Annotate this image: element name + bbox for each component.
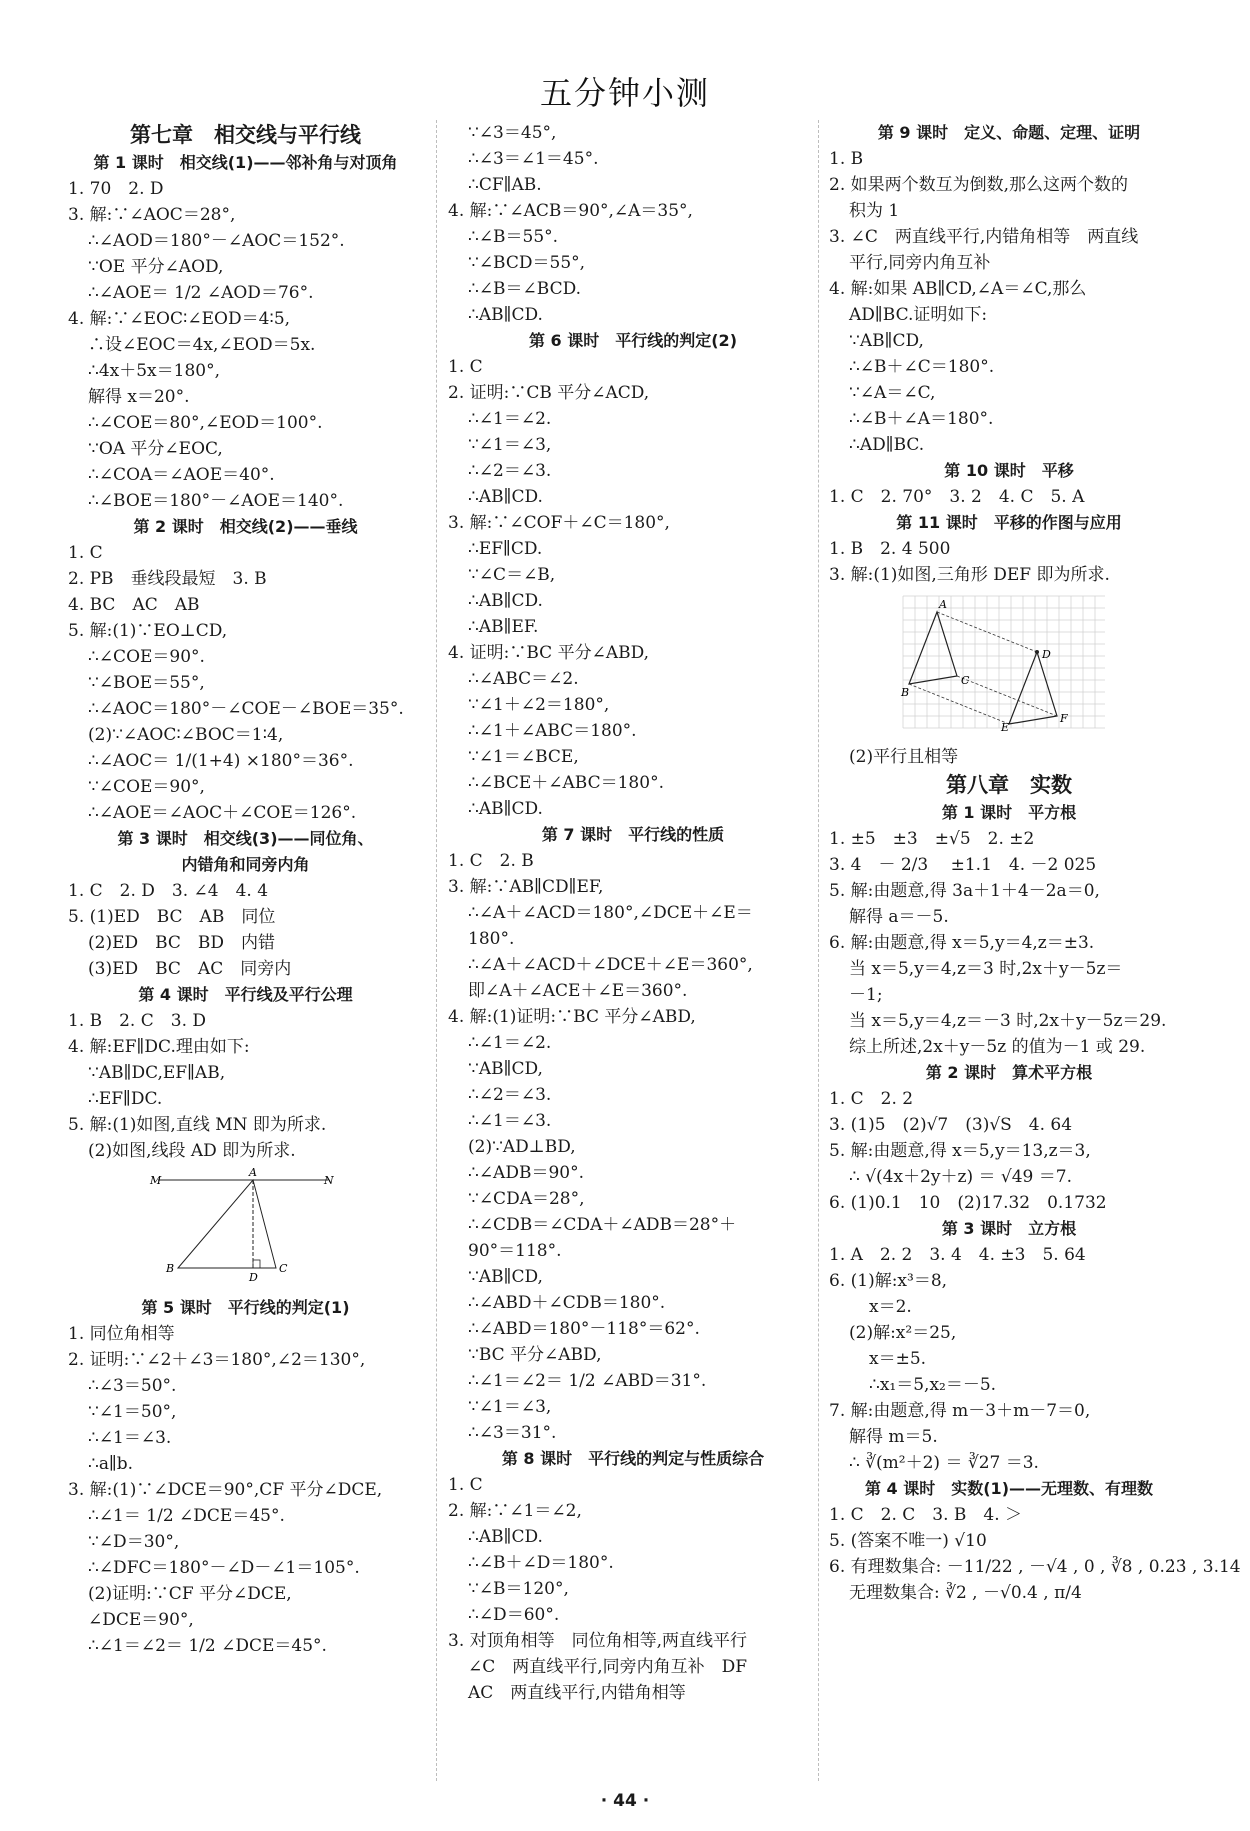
answer-line: ∠C 两直线平行,同旁内角互补 DF [468, 1657, 748, 1677]
answer-line: ∴∠2＝∠3. [468, 461, 552, 481]
answer-line: 5. 解:(1)∵EO⊥CD, [68, 621, 228, 641]
answer-line: 综上所述,2x＋y－5z 的值为－1 或 29. [849, 1037, 1146, 1057]
answer-line: 1. C 2. B [448, 851, 534, 871]
answer-line: ∴AB∥CD. [468, 305, 543, 325]
answer-line: ∵∠3＝45°, [468, 123, 557, 143]
answer-line: ∴∠A＋∠ACD＋∠DCE＋∠E＝360°, [468, 955, 753, 975]
label-f: F [1060, 712, 1068, 725]
answer-line: 2. 如果两个数互为倒数,那么这两个数的 [829, 175, 1129, 195]
answer-line: ∴∠DFC＝180°－∠D－∠1＝105°. [88, 1558, 360, 1578]
label-b: B [901, 686, 910, 699]
lesson-heading: 第 9 课时 定义、命题、定理、证明 [877, 123, 1141, 142]
answer-line: ∴∠ABC＝∠2. [468, 669, 579, 689]
label-c: C [961, 674, 970, 687]
answer-line: ∵∠B＝120°, [468, 1579, 569, 1599]
answer-line: 5. 解:由题意,得 3a＋1＋4－2a＝0, [829, 881, 1100, 901]
answer-column-1 [68, 120, 423, 1659]
answer-line: 4. 解:(1)证明:∵BC 平分∠ABD, [448, 1007, 696, 1027]
page-number: · 44 · [600, 1791, 650, 1811]
answer-line: 积为 1 [849, 201, 900, 221]
answer-line: ∴∠COA＝∠AOE＝40°. [88, 465, 275, 485]
answer-line: x＝±5. [869, 1349, 927, 1369]
answer-line: 4. 证明:∵BC 平分∠ABD, [448, 643, 650, 663]
answer-line: 1. B 2. C 3. D [68, 1011, 207, 1031]
answer-line: ∴∠1＝∠2＝ 1/2 ∠ABD＝31°. [468, 1371, 707, 1391]
answer-line: ∵∠1＝∠3, [468, 1397, 552, 1417]
answer-line: 当 x＝5,y＝4,z＝－3 时,2x＋y－5z＝29. [849, 1011, 1167, 1031]
lesson-heading: 第 5 课时 平行线的判定(1) [141, 1298, 350, 1317]
answer-line: 5. (1)ED BC AB 同位 [68, 907, 276, 927]
answer-line: ∵∠CDA＝28°, [468, 1189, 585, 1209]
answer-line: ∴∠1＝∠3. [468, 1111, 552, 1131]
answer-line: AD∥BC.证明如下: [849, 305, 988, 325]
lesson-heading: 第 11 课时 平移的作图与应用 [896, 513, 1122, 532]
answer-line: 即∠A＋∠ACE＋∠E＝360°. [468, 981, 688, 1001]
answer-line: 1. C 2. C 3. B 4. ＞ [829, 1505, 1023, 1525]
lesson-heading: 第 1 课时 平方根 [941, 803, 1077, 822]
column-divider [436, 120, 437, 1781]
answer-line: ∴∠AOC＝ 1/(1+4) ×180°＝36°. [88, 751, 354, 771]
label-c: C [279, 1262, 288, 1275]
answer-line: (2)解:x²＝25, [849, 1323, 957, 1343]
answer-line: (3)ED BC AC 同旁内 [88, 959, 292, 979]
label-b: B [166, 1262, 175, 1275]
answer-line: 2. 证明:∵CB 平分∠ACD, [448, 383, 650, 403]
answer-line: ∴∠B＋∠D＝180°. [468, 1553, 614, 1573]
answer-line: 1. C 2. 70° 3. 2 4. C 5. A [829, 487, 1085, 507]
answer-line: (2)如图,线段 AD 即为所求. [88, 1141, 296, 1161]
answer-line: ∵OE 平分∠AOD, [88, 257, 224, 277]
answer-line: ∠DCE＝90°, [88, 1610, 194, 1630]
answer-line: 5. 解:(1)如图,直线 MN 即为所求. [68, 1115, 327, 1135]
answer-line: ∴∠COE＝90°. [88, 647, 205, 667]
answer-line: 1. 70 2. D [68, 179, 164, 199]
answer-line: 1. B 2. 4 500 [829, 539, 951, 559]
answer-line: ∴∠AOD＝180°－∠AOC＝152°. [88, 231, 345, 251]
answer-line: ∴∠AOE＝ 1/2 ∠AOD＝76°. [88, 283, 314, 303]
answer-line: ∴AB∥CD. [468, 799, 543, 819]
answer-line: ∵∠BOE＝55°, [88, 673, 205, 693]
answer-line: ∴∠D＝60°. [468, 1605, 560, 1625]
lesson-heading: 内错角和同旁内角 [181, 855, 310, 874]
answer-line: 3. 解:(1)∵∠DCE＝90°,CF 平分∠DCE, [68, 1480, 383, 1500]
lesson-heading: 第 1 课时 相交线(1)——邻补角与对顶角 [93, 153, 398, 172]
answer-line: ∵∠BCD＝55°, [468, 253, 586, 273]
answer-line: 3. (1)5 (2)√7 (3)√S 4. 64 [829, 1115, 1073, 1135]
label-m: M [150, 1174, 162, 1187]
answer-line: 6. (1)0.1 10 (2)17.32 0.1732 [829, 1193, 1107, 1213]
answer-line: ∴ ∛(m²＋2) ＝ ∛27 ＝3. [849, 1453, 1039, 1473]
grid-figure-wrap [829, 592, 1189, 740]
answer-line: ∴∠1＝ 1/2 ∠DCE＝45°. [88, 1506, 285, 1526]
answer-line: ∵BC 平分∠ABD, [468, 1345, 602, 1365]
lesson-heading: 第 3 课时 相交线(3)——同位角、 [117, 829, 374, 848]
answer-line: ∴∠B＋∠A＝180°. [849, 409, 994, 429]
answer-line: ∵AB∥CD, [468, 1267, 543, 1287]
answer-line: 4. 解:如果 AB∥CD,∠A＝∠C,那么 [829, 279, 1087, 299]
answer-line: 5. 解:由题意,得 x＝5,y＝13,z＝3, [829, 1141, 1091, 1161]
answer-line: 1. ±5 ±3 ±√5 2. ±2 [829, 829, 1035, 849]
answer-line: ∴∠1＝∠3. [88, 1428, 172, 1448]
answer-line: ∵∠C＝∠B, [468, 565, 556, 585]
lesson-heading: 第 8 课时 平行线的判定与性质综合 [501, 1449, 765, 1468]
answer-line: ∴EF∥DC. [88, 1089, 163, 1109]
lesson-heading: 第 10 课时 平移 [944, 461, 1074, 480]
answer-line: 解得 x＝20°. [88, 387, 190, 407]
answer-line: 1. C [448, 357, 483, 377]
lesson-heading: 第 7 课时 平行线的性质 [541, 825, 725, 844]
answer-line: 5. (答案不唯一) √10 [829, 1531, 987, 1551]
answer-line: x＝2. [869, 1297, 912, 1317]
answer-line: －1; [849, 985, 883, 1005]
answer-line: ∴x₁＝5,x₂＝－5. [869, 1375, 997, 1395]
answer-line: 6. 解:由题意,得 x＝5,y＝4,z＝±3. [829, 933, 1095, 953]
answer-line: ∴∠3＝50°. [88, 1376, 177, 1396]
answer-line: 解得 m＝5. [849, 1427, 938, 1447]
answer-line: ∵∠D＝30°, [88, 1532, 180, 1552]
answer-line: AC 两直线平行,内错角相等 [468, 1683, 686, 1703]
column-divider [818, 120, 819, 1781]
label-d: D [1042, 648, 1051, 661]
answer-line: ∴a∥b. [88, 1454, 134, 1474]
answer-line: ∴EF∥CD. [468, 539, 543, 559]
answer-line: (2)∵∠AOC∶∠BOC＝1∶4, [88, 725, 284, 745]
answer-line: ∵∠1＝∠3, [468, 435, 552, 455]
label-a: A [939, 598, 947, 611]
answer-line: ∴∠B＋∠C＝180°. [849, 357, 995, 377]
answer-line: ∵AB∥CD, [849, 331, 924, 351]
chapter-heading: 第八章 实数 [946, 772, 1072, 797]
answer-line: ∴∠AOE＝∠AOC＋∠COE＝126°. [88, 803, 357, 823]
answer-line: ∵AB∥CD, [468, 1059, 543, 1079]
answer-line: ∵∠COE＝90°, [88, 777, 205, 797]
answer-line: ∴∠AOC＝180°－∠COE－∠BOE＝35°. [88, 699, 404, 719]
answer-line: 180°. [468, 929, 515, 949]
label-d: D [249, 1271, 258, 1283]
answer-line: ∵∠1＋∠2＝180°, [468, 695, 610, 715]
answer-line: ∴AB∥CD. [468, 591, 543, 611]
answer-line: 2. 解:∵∠1＝∠2, [448, 1501, 582, 1521]
lesson-heading: 第 2 课时 相交线(2)——垂线 [133, 517, 358, 536]
answer-line: ∴AB∥CD. [468, 1527, 543, 1547]
lesson-heading: 第 4 课时 平行线及平行公理 [138, 985, 353, 1004]
answer-line: 3. 解:(1)如图,三角形 DEF 即为所求. [829, 565, 1110, 585]
answer-line: ∴∠ABD＝180°－118°＝62°. [468, 1319, 700, 1339]
answer-line: 2. 证明:∵∠2＋∠3＝180°,∠2＝130°, [68, 1350, 366, 1370]
answer-line: (2)平行且相等 [849, 747, 959, 767]
answer-line: 1. B [829, 149, 864, 169]
answer-line: ∴CF∥AB. [468, 175, 542, 195]
answer-line: 3. 4 － 2/3 ±1.1 4. －2 025 [829, 855, 1097, 875]
answer-line: 4. 解:EF∥DC.理由如下: [68, 1037, 250, 1057]
answer-line: ∴∠1＝∠2＝ 1/2 ∠DCE＝45°. [88, 1636, 327, 1656]
answer-line: 1. C 2. D 3. ∠4 4. 4 [68, 881, 269, 901]
answer-line: 3. 对顶角相等 同位角相等,两直线平行 [448, 1631, 748, 1651]
answer-line: (2)∵AD⊥BD, [468, 1137, 576, 1157]
label-e: E [1001, 721, 1010, 732]
answer-line: ∴∠ADB＝90°. [468, 1163, 584, 1183]
answer-line: ∴∠ABD＋∠CDB＝180°. [468, 1293, 666, 1313]
answer-line: 7. 解:由题意,得 m－3＋m－7＝0, [829, 1401, 1091, 1421]
answer-line: 平行,同旁内角互补 [849, 253, 991, 273]
answer-line: ∴∠3＝31°. [468, 1423, 557, 1443]
answer-line: ∴∠BOE＝180°－∠AOE＝140°. [88, 491, 344, 511]
answer-line: ∴∠A＋∠ACD＝180°,∠DCE＋∠E＝ [468, 903, 753, 923]
answer-line: 当 x＝5,y＝4,z＝3 时,2x＋y－5z＝ [849, 959, 1123, 979]
answer-line: ∴4x＋5x＝180°, [88, 361, 220, 381]
answer-line: 2. PB 垂线段最短 3. B [68, 569, 267, 589]
answer-line: ∴设∠EOC＝4x,∠EOD＝5x. [88, 335, 316, 355]
label-n: N [324, 1174, 334, 1187]
answer-line: ∴AB∥EF. [468, 617, 539, 637]
answer-line: 3. ∠C 两直线平行,内错角相等 两直线 [829, 227, 1139, 247]
answer-line: 无理数集合: ∛2 , －√0.4 , π/4 [849, 1583, 1082, 1603]
answer-line: ∴∠3＝∠1＝45°. [468, 149, 599, 169]
answer-line: ∴∠1＝∠2. [468, 409, 552, 429]
answer-line: 1. C [68, 543, 103, 563]
answer-column-3 [829, 120, 1241, 1606]
answer-line: 1. C 2. 2 [829, 1089, 914, 1109]
answer-line: ∴∠B＝∠BCD. [468, 279, 582, 299]
answer-line: 1. A 2. 2 3. 4 4. ±3 5. 64 [829, 1245, 1086, 1265]
answer-line: 90°＝118°. [468, 1241, 562, 1261]
answer-line: 3. 解:∵∠COF＋∠C＝180°, [448, 513, 670, 533]
answer-line: 3. 解:∵∠AOC＝28°, [68, 205, 236, 225]
answer-line: ∴∠CDB＝∠CDA＋∠ADB＝28°＋ [468, 1215, 737, 1235]
answer-line: 解得 a＝－5. [849, 907, 949, 927]
label-a: A [249, 1168, 257, 1179]
answer-line: (2)证明:∵CF 平分∠DCE, [88, 1584, 292, 1604]
answer-line: ∵∠1＝∠BCE, [468, 747, 579, 767]
answer-line: ∴∠BCE＋∠ABC＝180°. [468, 773, 664, 793]
answer-line: 1. C [448, 1475, 483, 1495]
answer-line: ∴AB∥CD. [468, 487, 543, 507]
answer-line: ∴∠2＝∠3. [468, 1085, 552, 1105]
lesson-heading: 第 2 课时 算术平方根 [925, 1063, 1093, 1082]
answer-line: (2)ED BC BD 内错 [88, 933, 276, 953]
answer-line: ∵OA 平分∠EOC, [88, 439, 223, 459]
lesson-heading: 第 3 课时 立方根 [941, 1219, 1077, 1238]
answer-line: ∵∠1＝50°, [88, 1402, 177, 1422]
answer-line: ∴∠1＝∠2. [468, 1033, 552, 1053]
answer-line: ∴∠B＝55°. [468, 227, 559, 247]
answer-line: 6. (1)解:x³＝8, [829, 1271, 948, 1291]
lesson-heading: 第 6 课时 平行线的判定(2) [528, 331, 738, 350]
answer-line: ∴ √(4x＋2y＋z) ＝ √49 ＝7. [849, 1167, 1072, 1187]
chapter-heading: 第七章 相交线与平行线 [130, 122, 361, 147]
triangle-figure [148, 1168, 338, 1283]
answer-line: 4. BC AC AB [68, 595, 200, 615]
lesson-heading: 第 4 课时 实数(1)——无理数、有理数 [864, 1479, 1154, 1498]
page-title: 五分钟小测 [539, 74, 710, 112]
answer-line: ∵∠A＝∠C, [849, 383, 936, 403]
answer-line: 3. 解:∵AB∥CD∥EF, [448, 877, 604, 897]
answer-line: 6. 有理数集合: －11/22 , －√4 , 0 , ∛8 , 0.2̇3̇ , 3.14 [829, 1557, 1241, 1577]
answer-line: ∴∠1＋∠ABC＝180°. [468, 721, 637, 741]
answer-column-2 [448, 120, 818, 1706]
answer-line: 4. 解:∵∠EOC∶∠EOD＝4∶5, [68, 309, 291, 329]
triangle-figure-wrap [68, 1168, 423, 1291]
answer-line: ∵AB∥DC,EF∥AB, [88, 1063, 226, 1083]
answer-line: ∴AD∥BC. [849, 435, 925, 455]
translation-grid-figure [899, 592, 1109, 732]
answer-line: ∴∠COE＝80°,∠EOD＝100°. [88, 413, 323, 433]
answer-line: 4. 解:∵∠ACB＝90°,∠A＝35°, [448, 201, 693, 221]
answer-line: 1. 同位角相等 [68, 1324, 175, 1344]
